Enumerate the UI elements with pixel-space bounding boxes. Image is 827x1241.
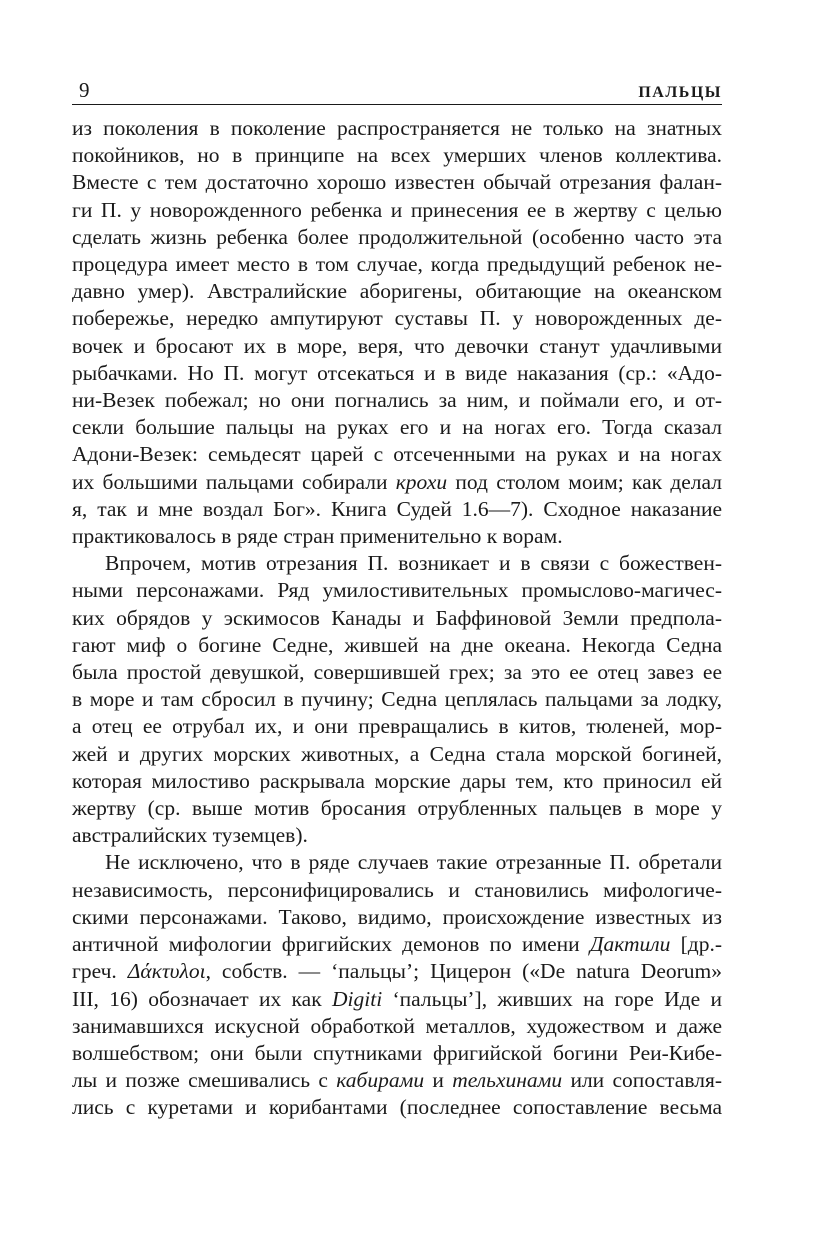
text-line: независимость, персонифицировались и становились мифологиче- bbox=[72, 877, 722, 902]
text-segment: или сопоставля- bbox=[562, 1068, 722, 1093]
italic-term: Δάκτυλοι bbox=[127, 959, 206, 984]
text-line: Впрочем, мотив отрезания П. возникает и в связи с божествен- bbox=[105, 551, 722, 576]
header-rule bbox=[72, 104, 722, 105]
text-line: скими персонажами. Таково, видимо, происхождение известных из bbox=[72, 904, 722, 929]
text-line: австралийских туземцев). bbox=[72, 823, 308, 848]
text-line bbox=[72, 986, 722, 1013]
page-number: 9 bbox=[79, 78, 90, 102]
text-line: жей и других морских животных, а Седна стала морской богиней, bbox=[72, 741, 722, 766]
text-line: покойников, но в принципе на всех умерших членов коллектива. bbox=[72, 143, 722, 168]
paragraph-1 bbox=[72, 115, 722, 550]
text-line: побережье, нередко ампутируют суставы П. у новорожденных де- bbox=[72, 306, 722, 331]
text-line: занимавшихся искусной обработкой металлов, художеством и даже bbox=[72, 1013, 722, 1038]
text-line: давно умер). Австралийские аборигены, обитающие на океанском bbox=[72, 279, 722, 304]
italic-term: кабирами bbox=[336, 1068, 425, 1093]
italic-term: Digiti bbox=[332, 986, 383, 1011]
text-segment: лы и позже смешивались с bbox=[72, 1068, 337, 1093]
text-line: а отец ее отрубал их, и они превращались в китов, тюленей, мор- bbox=[72, 714, 722, 739]
text-line: Не исключено, что в ряде случаев такие отрезанные П. обретали bbox=[105, 850, 722, 875]
text-segment: III, 16) обозначает их как bbox=[72, 986, 332, 1011]
text-segment: ‘пальцы’], живших на горе Иде и bbox=[382, 986, 722, 1011]
text-segment: [др.- bbox=[670, 932, 722, 957]
text-segment: , собств. — ‘пальцы’; Цицерон («De natura Deorum» bbox=[205, 959, 723, 984]
text-segment: и bbox=[424, 1068, 453, 1093]
text-line: процедура имеет место в том случае, когда предыдущий ребенок не- bbox=[72, 252, 722, 277]
text-line: Адони-Везек: семьдесят царей с отсеченными на руках и на ногах bbox=[72, 442, 722, 467]
text-line: практиковалось в ряде стран применительно к ворам. bbox=[72, 524, 563, 549]
text-line: рыбачками. Но П. могут отсекаться и в виде наказания (ср.: «Адо- bbox=[72, 360, 722, 385]
text-segment: античной мифологии фригийских демонов по имени bbox=[72, 932, 590, 957]
text-line: ными персонажами. Ряд умилостивительных промыслово-магичес- bbox=[72, 578, 722, 603]
text-line: жертву (ср. выше мотив бросания отрубленных пальцев в море у bbox=[72, 796, 722, 821]
text-line: вочек и бросают их в море, веря, что девочки станут удачливыми bbox=[72, 333, 722, 358]
text-line bbox=[72, 958, 722, 985]
paragraph-2 bbox=[72, 550, 722, 849]
text-line: ги П. у новорожденного ребенка и принесения ее в жертву с целью bbox=[72, 197, 722, 222]
running-head bbox=[72, 78, 722, 104]
text-line: сделать жизнь ребенка более продолжительной (особенно часто эта bbox=[72, 224, 722, 249]
text-line bbox=[72, 1067, 722, 1094]
text-line: я, так и мне воздал Бог». Книга Судей 1.6—7). Сходное наказание bbox=[72, 496, 722, 521]
text-line bbox=[72, 931, 722, 958]
text-segment: их большими пальцами собирали bbox=[72, 469, 396, 494]
text-line: в море и там сбросил в пучину; Седна цеплялась пальцами за лодку, bbox=[72, 687, 722, 712]
text-line: лись с куретами и корибантами (последнее сопоставление весьма bbox=[72, 1095, 722, 1120]
text-line: была простой девушкой, совершившей грех; за это ее отец завез ее bbox=[72, 660, 722, 685]
paragraph-3 bbox=[72, 849, 722, 1121]
text-line: которая милостиво раскрывала морские дары тем, кто приносил ей bbox=[72, 768, 722, 793]
text-line: волшебством; они были спутниками фригийской богини Реи-Кибе- bbox=[72, 1040, 722, 1065]
book-page bbox=[72, 78, 722, 1122]
text-line: ни-Везек побежал; но они погнались за ним, и поймали его, и от- bbox=[72, 388, 722, 413]
text-line: гают миф о богине Седне, жившей на дне океана. Некогда Седна bbox=[72, 632, 722, 657]
body-text bbox=[72, 115, 722, 1122]
italic-term: Дактили bbox=[589, 932, 671, 957]
text-line: из поколения в поколение распространяется не только на знатных bbox=[72, 116, 722, 140]
text-segment: греч. bbox=[72, 959, 128, 984]
text-line: ких обрядов у эскимосов Канады и Баффиновой Земли предпола- bbox=[72, 605, 722, 630]
text-line: Вместе с тем достаточно хорошо известен обычай отрезания фалан- bbox=[72, 170, 722, 195]
italic-term: тельхинами bbox=[452, 1068, 563, 1093]
text-line bbox=[72, 469, 722, 496]
section-title: ПАЛЬЦЫ bbox=[638, 84, 722, 101]
text-segment: под столом моим; как делал bbox=[447, 469, 722, 494]
text-line: секли большие пальцы на руках его и на ногах его. Тогда сказал bbox=[72, 415, 722, 440]
italic-term: крохи bbox=[395, 469, 448, 494]
